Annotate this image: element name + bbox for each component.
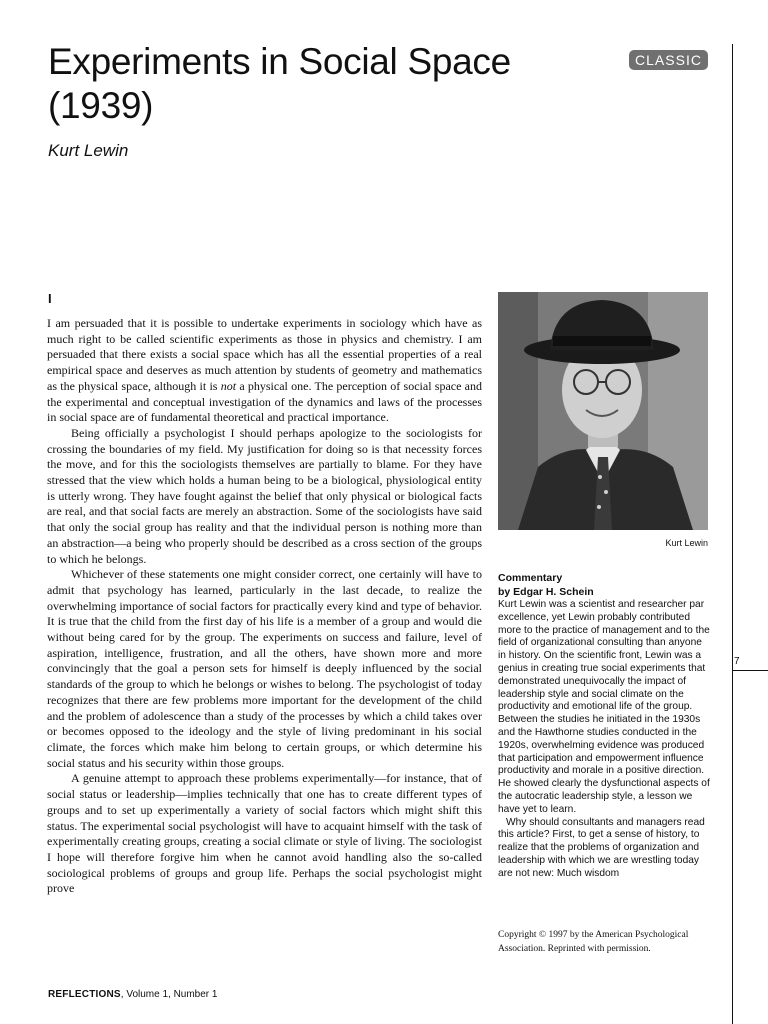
emphasis-not: not bbox=[220, 378, 237, 393]
body-paragraph-2: Being officially a psychologist I should perhaps apologize to the sociologists for crossing the boundaries of my field. My justification for doing so is that necessity forces the move, and for this the sociologists themselves are partially to blame. For they have stressed that the view which holds a human being to be a biological, physiological entity is utterly wrong. They have fought against the belief that only physical or biological facts are real, and that social facts are merely an abstraction. Some of the sociologists have said that only the social group has reality and that the individual person is nothing more than an abstraction—a being who properly should be described as a cross section of the groups to which he belongs. bbox=[47, 425, 482, 566]
title-line-2: (1939) bbox=[48, 85, 154, 126]
journal-footer bbox=[48, 989, 217, 1000]
article-body bbox=[47, 316, 482, 961]
body-paragraph-4: A genuine attempt to approach these problems experimentally—for instance, that of social status or leadership—implies technically that one has to create different types of groups and to set up experimentally a variety of social factors which might shift this status. The experimental social psychologist will have to acquaint himself with the task of experimentally creating groups, creating a social climate or style of living. The sociologist I hope will therefore forgive him when he cannot avoid handling also the so-called sociological problems of groups and group life. Perhaps the social psychologist might prove bbox=[47, 771, 482, 896]
margin-rule bbox=[732, 44, 733, 1024]
author-portrait-photo bbox=[498, 292, 708, 530]
commentary-byline: by Edgar H. Schein bbox=[498, 585, 594, 598]
commentary-paragraph-1: Kurt Lewin was a scientist and researcher par excellence, yet Lewin probably contributed more to the practice of management and to the field of organizational consulting than anyone in history. On the scientific front, Lewin was a genius in creating true social experiments that demonstrated unequivocally the impact of leadership style and social climate on the productivity and emotional life of the group. Between the studies he initiated in the 1930s and the Hawthorne studies conducted in the 1920s, overwhelming evidence was produced that participation and empowerment influence productivity and morale in a positive direction. He showed clearly the dysfunctional aspects of the autocratic leadership style, a lesson we have yet to learn. bbox=[498, 599, 710, 815]
body-paragraph-3: Whichever of these statements one might consider correct, one certainly will have to admit that psychology has learned, particularly in the last decade, to realize the overwhelming importance of social factors for practically every kind and type of behavior. It is true that the child from the first day of his life is a member of a group and would die without being cared for by the group. The experiments on success and failure, level of aspiration, intelligence, frustration, and all the others, have shown more and more convincingly that the goal a person sets for himself is deeply influenced by the social standards of the group to which he belongs or wishes to belong. The psychologist of today recognizes that there are few problems more important for the development of the child and the problem of adolescence than a study of the processes by which a child takes over or becomes opposed to the ideology and the style of living predominant in his social climate, the forces which make him belong to certain groups, or which determine his social status and his security within those groups. bbox=[47, 567, 482, 770]
body-paragraph-1: I am persuaded that it is possible to undertake experiments in sociology which have as much right to be called scientific experiments as those in physics and chemistry. I am persuaded that there exists a social space which has all the essential properties of a real empirical space and deserves as much attention by students of geometry and mathematics as the physical space, although it is not a physical one. The perception of social space and the experimental and conceptual investigation of the dynamics and laws of the processes in social space are of fundamental theoretical and practical importance. bbox=[47, 316, 482, 425]
commentary-paragraph-2: Why should consultants and managers read this article? First, to get a sense of history, to realize that the problems of organization and leadership with which we are wrestling today are not new: Much wisdom bbox=[498, 816, 705, 879]
classic-badge: CLASSIC bbox=[629, 50, 708, 70]
journal-issue: , Volume 1, Number 1 bbox=[120, 989, 218, 1000]
portrait-illustration bbox=[498, 292, 708, 530]
photo-caption: Kurt Lewin bbox=[665, 538, 708, 548]
title-line-1: Experiments in Social Space bbox=[48, 41, 511, 82]
article-author: Kurt Lewin bbox=[48, 141, 129, 160]
commentary-heading: Commentary bbox=[498, 572, 563, 584]
journal-name: REFLECTIONS bbox=[48, 989, 121, 1000]
commentary-sidebar bbox=[498, 572, 710, 881]
article-title bbox=[48, 40, 518, 128]
page-number-tick bbox=[732, 670, 768, 671]
copyright-notice: Copyright © 1997 by the American Psychological Association. Reprinted with permission. bbox=[498, 930, 689, 954]
section-numeral: I bbox=[48, 291, 52, 306]
page-number: 7 bbox=[734, 656, 740, 667]
